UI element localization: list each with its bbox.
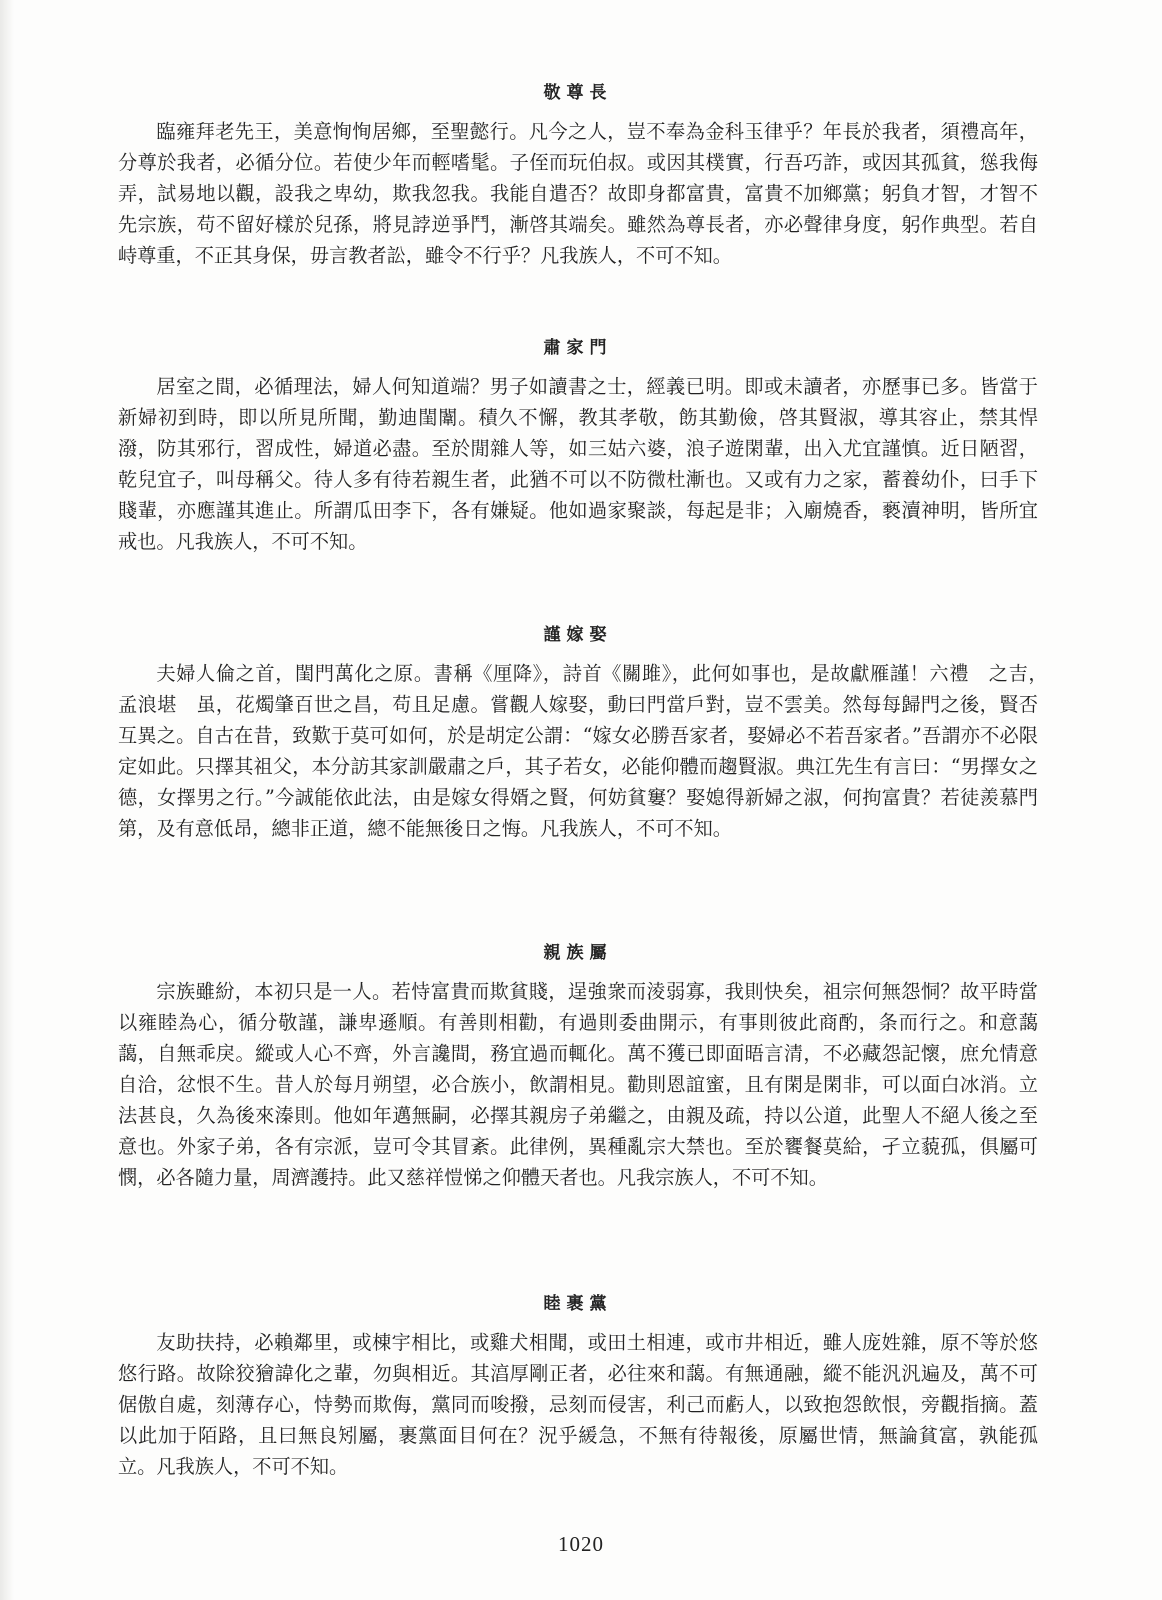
section-neighbors xyxy=(118,1293,1038,1482)
section-heading: 謹嫁娶 xyxy=(543,625,613,645)
section-body: 宗族雖紛，本初只是一人。若恃富貴而欺貧賤，逞強衆而淩弱寡，我則快矣，祖宗何無怨恫？故平時當以雍睦為心，循分敬謹，謙卑遜順。有善則相勸，有過則委曲開示，有事則彼此商酌，条而行之。和意藹藹，自無乖戾。縱或人心不齊，外言讒間，務宜過而輒化。萬不獲已即面晤言清，不必藏怨記懷，庶允情意自洽，忿恨不生。昔人於每月朔望，必合族小，飲謂相見。勸則恩誼蜜，且有閑是閑非，可以面白冰消。立法甚良，久為後來溱則。他如年邁無嗣，必擇其親房子弟繼之，由親及疏，持以公道，此聖人不絕人後之至意也。外家子弟，各有宗派，豈可令其冒紊。此律例，異種亂宗大禁也。至於饔餐莫給，孑立藐孤，俱屬可憫，必各隨力量，周濟護持。此又慈祥愷悌之仰體天者也。凡我宗族人，不可不知。 xyxy=(118,980,1038,1189)
section-heading: 肅家門 xyxy=(543,338,613,358)
section-respect-elders xyxy=(118,82,1038,271)
scan-edge-shadow xyxy=(0,0,14,1600)
section-body: 居室之間，必循理法，婦人何知道端？男子如讀書之士，經義已明。即或未讀者，亦歷事已多。皆當于新婦初到時，即以所見所聞，勤迪閨闈。積久不懈，教其孝敬，飭其勤儉，啓其賢淑，導其容止，禁其悍潑，防其邪行，習成性，婦道必盡。至於閒雜人等，如三姑六婆，浪子遊閑輩，出入尤宜謹慎。近日陋習，乾兒宜子，叫母稱父。待人多有待若親生者，此猶不可以不防微杜漸也。又或有力之家，蓄養幼仆，曰手下賤輩，亦應謹其進止。所謂瓜田李下，各有嫌疑。他如過家聚談，每起是非；入廟燒香，褻瀆神明，皆所宜戒也。凡我族人，不可不知。 xyxy=(118,375,1038,553)
section-kinship xyxy=(118,942,1038,1193)
section-marriage xyxy=(118,624,1058,844)
section-household-order xyxy=(118,337,1038,557)
section-heading: 親族屬 xyxy=(543,943,613,963)
page-number: 1020 xyxy=(558,1532,604,1556)
section-body: 夫婦人倫之首，閨門萬化之原。書稱《厘降》，詩首《關雎》，此何如事也，是故獻雁謹！六禮 之吉， 孟浪堪 虽，花燭肇百世之昌，苟且足慮。嘗觀人嫁娶，動曰門當戶對，豈不雲美。然每每歸門之後，賢否互異之。自古在昔，致歎于莫可如何，於是胡定公謂：“嫁女必勝吾家者，娶婦必不若吾家者。”吾謂亦不必限定如此。只擇其祖父，本分訪其家訓嚴肅之戶，其子若女，必能仰體而趨賢淑。典江先生有言曰：“男擇女之德，女擇男之行。”今誠能依此法，由是嫁女得婿之賢，何妨貧窶？娶媳得新婦之淑，何拘富貴？若徒羨慕門第，及有意低昂，總非正道，總不能無後日之悔。凡我族人，不可不知。 xyxy=(118,662,1058,840)
section-heading: 睦裹黨 xyxy=(543,1294,613,1314)
section-body: 臨雍拜老先王，美意恂恂居鄉，至聖懿行。凡今之人，豈不奉為金科玉律乎？年長於我者，須禮高年，分尊於我者，必循分位。若使少年而輕嗜髦。子侄而玩伯叔。或因其樸實，行吾巧詐，或因其孤貧，慫我侮弄，試易地以觀，設我之卑幼，欺我忽我。我能自遣否？故即身都富貴，富貴不加鄉黨；躬負才智，才智不先宗族，苟不留好樣於兒孫，將見誖逆爭鬥，漸啓其端矣。雖然為尊長者，亦必聲律身度，躬作典型。若自峙尊重，不正其身保，毋言教者訟，雖令不行乎？凡我族人，不可不知。 xyxy=(118,120,1038,267)
section-body: 友助扶持，必賴鄰里，或棟宇相比，或雞犬相聞，或田土相連，或市井相近，雖人庞姓雜，原不等於悠悠行路。故除狡獪諱化之輩，勿與相近。其湻厚剛正者，必往來和藹。有無通融，縱不能汎汎遍及，萬不可倨傲自處，刻薄存心，恃勢而欺侮，黨同而唆撥，忌刻而侵害，利己而虧人，以致抱怨飲恨，旁觀指摘。蓋以此加于陌路，且曰無良矧屬，裹黨面目何在？況乎緩急，不無有待報後，原屬世情，無論貧富，孰能孤立。凡我族人，不可不知。 xyxy=(118,1331,1038,1478)
section-heading: 敬尊長 xyxy=(543,83,613,103)
